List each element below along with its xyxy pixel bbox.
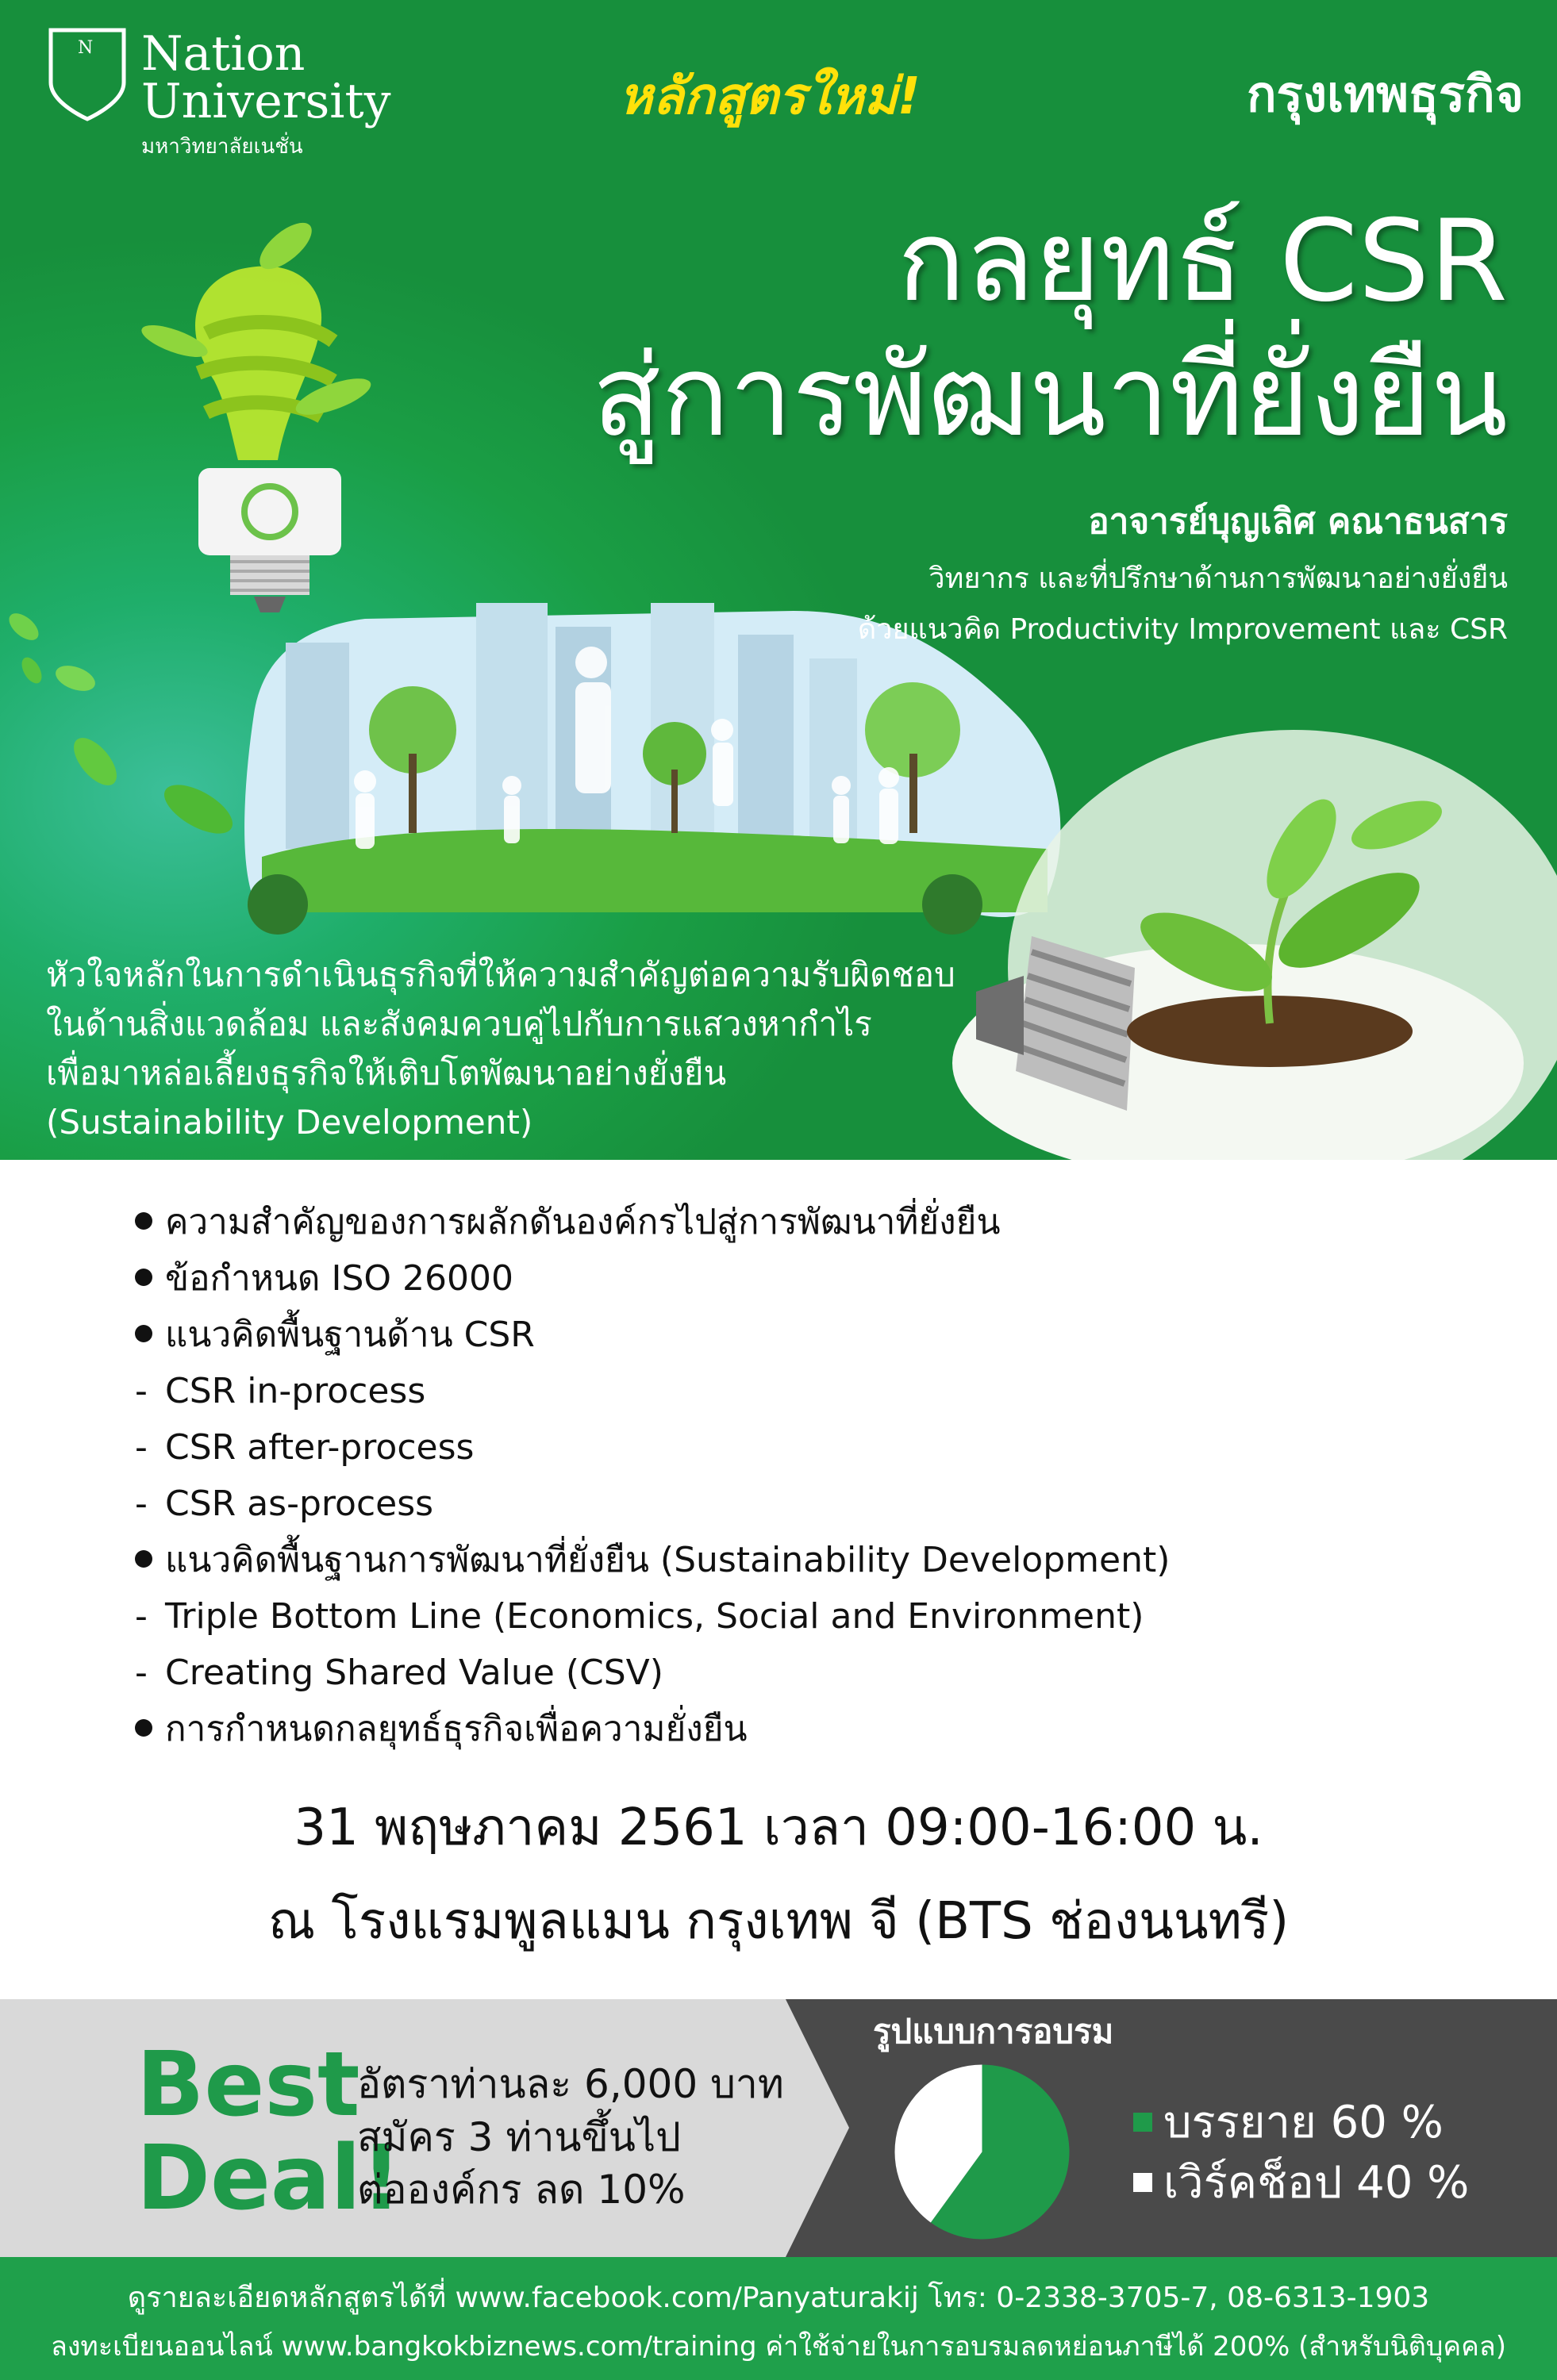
- topic-item: [135, 1194, 1405, 1250]
- topic-text: ความสำคัญของการผลักดันองค์กรไปสู่การพัฒนาที่ยั่งยืน: [165, 1202, 1001, 1242]
- logo-line2: University: [141, 74, 391, 129]
- course-title-line2: สู่การพัฒนาที่ยั่งยืน: [592, 331, 1508, 462]
- legend-label: บรรยาย 60 %: [1163, 2097, 1444, 2148]
- topic-item: [135, 1250, 1405, 1307]
- nation-university-logo: [48, 26, 391, 162]
- event-date-time: 31 พฤษภาคม 2561 เวลา 09:00-16:00 น.: [294, 1798, 1263, 1857]
- speaker-role-line1: วิทยากร และที่ปรึกษาด้านการพัฒนาอย่างยั่งยืน: [928, 562, 1508, 595]
- publisher-name: กรุงเทพธุรกิจ: [1246, 65, 1524, 123]
- intro-line: (Sustainability Development): [46, 1103, 533, 1142]
- event-venue: ณ โรงแรมพูลแมน กรุงเทพ จี (BTS ช่องนนทรี): [267, 1892, 1290, 1951]
- best-deal-line2: Deal!: [136, 2127, 402, 2230]
- dash-marker: -: [135, 1427, 148, 1468]
- bullet-dot: [135, 1719, 152, 1737]
- intro-line: เพื่อมาหล่อเลี้ยงธุรกิจให้เติบโตพัฒนาอย่างยั่งยืน: [46, 1054, 727, 1092]
- course-title-line1: กลยุทธ์ CSR: [897, 196, 1508, 327]
- legend-item-workshop: [1133, 2147, 1469, 2217]
- topic-item: [135, 1588, 1405, 1645]
- legend-swatch: [1133, 2173, 1152, 2192]
- footer-contact-line: ดูรายละเอียดหลักสูตรได้ที่ www.facebook.com/Panyaturakij โทร: 0-2338-3705-7, 08-6313-1903: [127, 2282, 1430, 2314]
- best-deal-line1: Best: [136, 2033, 360, 2136]
- intro-text: [46, 950, 998, 1147]
- topic-item: [135, 1476, 1405, 1532]
- new-course-label: หลักสูตรใหม่!: [619, 67, 921, 126]
- topic-text: CSR after-process: [165, 1427, 475, 1468]
- logo-line1: Nation: [141, 26, 306, 82]
- topic-text: ข้อกำหนด ISO 26000: [165, 1258, 513, 1299]
- topic-list: [135, 1194, 1405, 1757]
- dash-marker: -: [135, 1653, 148, 1693]
- bullet-dot: [135, 1212, 152, 1230]
- speaker-name: อาจารย์บุญเลิศ คณาธนสาร: [1088, 501, 1508, 542]
- price-line2: สมัคร 3 ท่านขึ้นไป: [357, 2114, 681, 2160]
- chart-title: รูปแบบการอบรม: [873, 2012, 1114, 2051]
- hero-banner: [0, 0, 1557, 1160]
- price-line3: ต่อองค์กร ลด 10%: [357, 2167, 686, 2213]
- bullet-dot: [135, 1550, 152, 1568]
- topic-text: Triple Bottom Line (Economics, Social and Environment): [165, 1596, 1144, 1637]
- topic-item: [135, 1419, 1405, 1476]
- bullet-dot: [135, 1269, 152, 1286]
- intro-line: ในด้านสิ่งแวดล้อม และสังคมควบคู่ไปกับการแสวงหากำไร: [46, 1004, 872, 1043]
- topic-text: แนวคิดพื้นฐานการพัฒนาที่ยั่งยืน (Sustainability Development): [165, 1540, 1171, 1580]
- topic-item: [135, 1645, 1405, 1701]
- topic-item: [135, 1701, 1405, 1757]
- legend-swatch: [1133, 2113, 1152, 2132]
- logo-shield-letter: N: [78, 38, 94, 58]
- price-line1: อัตราท่านละ 6,000 บาท: [357, 2061, 784, 2107]
- speaker-role-line2: ด้วยแนวคิด Productivity Improvement และ CSR: [857, 613, 1508, 646]
- intro-line: หัวใจหลักในการดำเนินธุรกิจที่ให้ความสำคัญต่อความรับผิดชอบ: [46, 955, 955, 994]
- topic-text: การกำหนดกลยุทธ์ธุรกิจเพื่อความยั่งยืน: [165, 1709, 748, 1749]
- logo-thai: มหาวิทยาลัยเนชั่น: [141, 135, 303, 159]
- dash-marker: -: [135, 1484, 148, 1524]
- topic-item: [135, 1363, 1405, 1419]
- topic-item: [135, 1532, 1405, 1588]
- footer-registration-line: ลงทะเบียนออนไลน์ www.bangkokbiznews.com/training ค่าใช้จ่ายในการอบรมลดหย่อนภาษีได้ 200% (สำหรับนิติบุคคล): [50, 2331, 1507, 2363]
- topic-text: แนวคิดพื้นฐานด้าน CSR: [165, 1315, 535, 1355]
- dash-marker: -: [135, 1596, 148, 1637]
- dash-marker: -: [135, 1371, 148, 1411]
- bullet-dot: [135, 1325, 152, 1342]
- training-format-pie-chart: [893, 2063, 1071, 2241]
- topic-text: CSR as-process: [165, 1484, 434, 1524]
- topic-text: CSR in-process: [165, 1371, 426, 1411]
- topic-text: Creating Shared Value (CSV): [165, 1653, 663, 1693]
- topic-item: [135, 1307, 1405, 1363]
- legend-label: เวิร์คช็อป 40 %: [1163, 2157, 1470, 2209]
